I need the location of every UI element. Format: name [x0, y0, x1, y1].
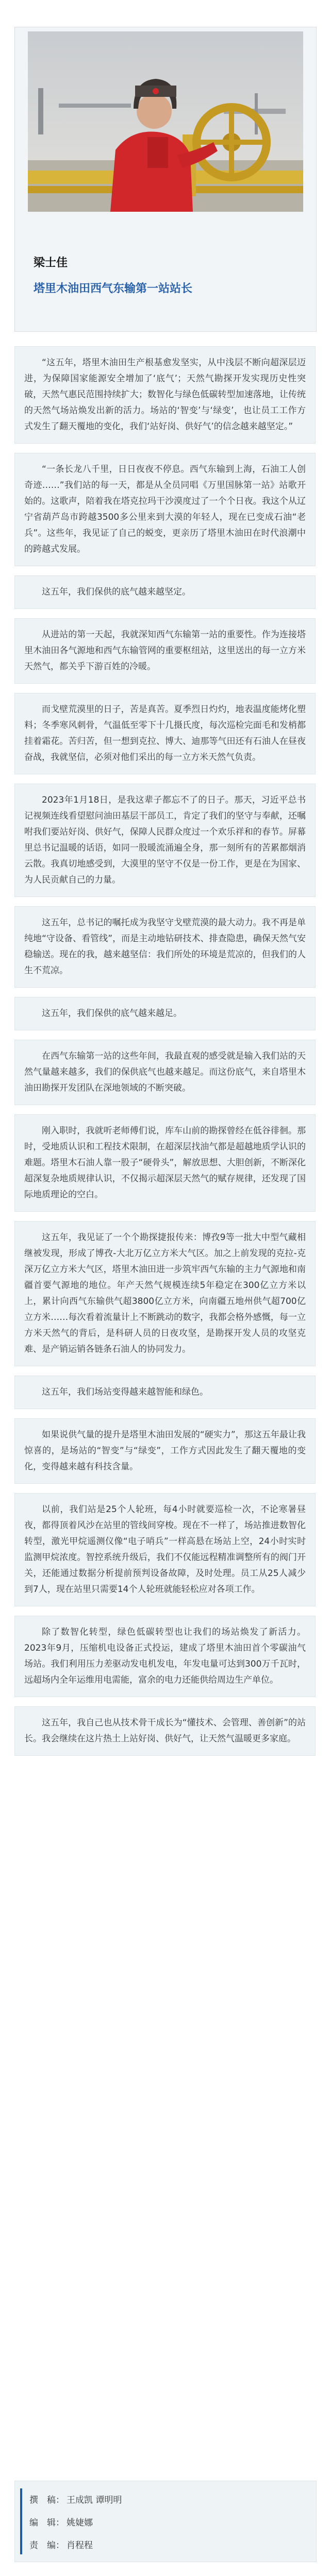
section-heading-1: 这五年，我们保供的底气越来越坚定。 — [14, 575, 316, 609]
person-title: 塔里木油田西气东输第一站站长 — [34, 282, 193, 295]
paragraph-9: 这五年，我见证了一个个勘探捷报传来：博孜9等一批大中型气藏相继被发现，形成了博孜-大北万亿立方米大气区。加之上前发现的克拉-克深万亿立方米大气区，塔里木油田进一步筑牢西气东输的主力气源地和南疆首要气源地的地位。年产天然气规模连续5年稳定在300亿立方米以上，累计向西气东输供气超3800亿立方米，向南疆五地州供气超700亿立方米……每次看着流量计上不断跳动的数字，我都会格外感慨，每一立方米天然气的背后，是科研人员的日夜攻坚，是勘探开发人员的攻坚克难、是产销运销各链条石油人的协同发力。 — [14, 1221, 316, 1366]
credit-editor — [29, 2515, 93, 2528]
article-body — [14, 346, 316, 1765]
credit-writer-label: 撰 稿： — [29, 2495, 64, 2505]
paragraph-10: 如果说供气量的提升是塔里木油田发展的“硬实力”，那这五年最让我惊喜的，是场站的“智变”与“绿变”，工作方式因此发生了翻天覆地的变化，变得越来越有科技含量。 — [14, 1418, 316, 1484]
paragraph-7: 在西气东输第一站的这些年间，我最直观的感受就是输入我们站的天然气量越来越多，我们的保供底气也越来越足。而这份底气，来自塔里木油田勘探开发团队在深地领域的不断突破。 — [14, 1040, 316, 1105]
credit-reviewer — [29, 2538, 93, 2551]
paragraph-12: 除了数智化转型，绿色低碳转型也让我们的场站焕发了新活力。2023年9月，压缩机电设备正式投运，建成了塔里木油田首个零碳油气场站。我们利用压力差驱动发电机发电，年发电量可达到300万千瓦时，远超场内全年运维用电需能，富余的电力还能供给周边生产单位。 — [14, 1616, 316, 1697]
credit-writer — [29, 2493, 122, 2505]
profile-card — [14, 27, 317, 332]
profile-photo — [28, 31, 303, 212]
credit-editor-value: 姚婕娜 — [67, 2518, 93, 2528]
section-heading-3: 这五年，我们场站变得越来越智能和绿色。 — [14, 1376, 316, 1409]
paragraph-13: 这五年，我自己也从技术骨干成长为“懂技术、会管理、善创新”的站长。我会继续在这片热土上站好岗、供好气，让天然气温暖更多家庭。 — [14, 1706, 316, 1756]
paragraph-1: “这五年，塔里木油田生产根基愈发坚实，从中浅层不断向超深层迈进，为保障国家能源安全增加了‘底气’；天然气勘探开发实现历史性突破，天然气惠民范围持续扩大；数智化与绿色低碳转型加速落地，让传统的天然气场站焕发出新的活力。场站的‘智变’与‘绿变’，也让员工工作方式发生了翻天覆地的变化，我们‘站好岗、供好气’的信念越来越坚定。” — [14, 346, 316, 444]
credits-box — [14, 2481, 317, 2562]
paragraph-5: 2023年1月18日，是我这辈子都忘不了的日子。那天，习近平总书记视频连线看望慰问油田基层干部员工，肯定了我们的坚守与奉献，还嘱咐我们要站好岗、供好气，保障人民群众度过一个欢乐祥和的春节。屏幕里总书记温暖的话语，如同一股暖流涌遍全身，那一刻所有的苦累都烟消云散。我真切地感受到，大漠里的坚守不仅是一份工作，更是在为国家、为人民贡献自己的力量。 — [14, 784, 316, 897]
credit-writer-value: 王成凯 谭明明 — [67, 2495, 122, 2505]
paragraph-4: 而戈壁荒漠里的日子，苦是真苦。夏季烈日灼灼，地表温度能烤化塑料；冬季寒风刺骨，气温低至零下十几摄氏度，每次巡检完面毛和发梢都挂着霜花。苦归苦，但一想到克拉、博大、迪那等气田还有石油人在昼夜奋战，我就坚信，必须对他们采出的每一立方米天然气负责。 — [14, 693, 316, 774]
worker-photo-illustration — [28, 31, 303, 212]
section-heading-2: 这五年，我们保供的底气越来越足。 — [14, 997, 316, 1030]
credit-reviewer-value: 肖程程 — [67, 2540, 93, 2551]
paragraph-6: 这五年，总书记的嘱托成为我坚守戈壁荒漠的最大动力。我不再是单纯地“守设备、看管线”，而是主动地钻研技术、排查隐患，确保天然气安稳输送。现在的我，越来越坚信：我们所处的环境是荒凉的，但我们的人生不荒凉。 — [14, 906, 316, 988]
paragraph-11: 以前，我们站是25个人轮班，每4小时就要巡检一次，不论寒暑昼夜，都得顶着风沙在站里的管线间穿梭。现在不一样了，场站推进数智化转型，激光甲烷遥测仪像“电子哨兵”一样高悬在场站上空，24小时实时监测甲烷浓度。智控系统升级后，我们不仅能远程精准调整所有的阀门开关，还能通过数据分析提前预判设备故障，及时处理。员工从25人减少到7人，现在站里只需要14个人轮班就能轻松应对各项工作。 — [14, 1493, 316, 1606]
credit-editor-label: 编 辑： — [29, 2518, 64, 2528]
credits-accent-bar — [20, 2488, 22, 2554]
paragraph-3: 从进站的第一天起，我就深知西气东输第一站的重要性。作为连接塔里木油田各气源地和西气东输管网的重要枢纽站，这里送出的每一立方米天然气，都关乎下游百姓的冷暖。 — [14, 618, 316, 684]
paragraph-2: “一条长龙八千里，日日夜夜不停息。西气东输到上海，石油工人创奇迹……”我们站的每一天，都是从全员同唱《万里国脉第一站》站歌开始的。这歌声，陪着我在塔克拉玛干沙漠度过了一个个日夜。我这个从辽宁省葫芦岛市跨越3500多公里来到大漠的年轻人，现在已变成石油“老兵”。这些年，我见证了自己的蜕变，更亲历了塔里木油田在时代浪潮中的跨越式发展。 — [14, 453, 316, 566]
paragraph-8: 刚入职时，我就听老师傅们说，库车山前的勘探曾经在低谷徘徊。那时，受地质认识和工程技术限制，在超深层找油气都是超越地质学认识的难题。塔里木石油人靠一股子“硬骨头”，解放思想、大胆创新，不断深化超深复杂地质规律认识，不仅揭示超深层天然气的赋存规律，还发现了国际地质理论的空白。 — [14, 1114, 316, 1212]
credit-reviewer-label: 责 编： — [29, 2540, 64, 2551]
person-name: 梁士佳 — [34, 257, 68, 269]
